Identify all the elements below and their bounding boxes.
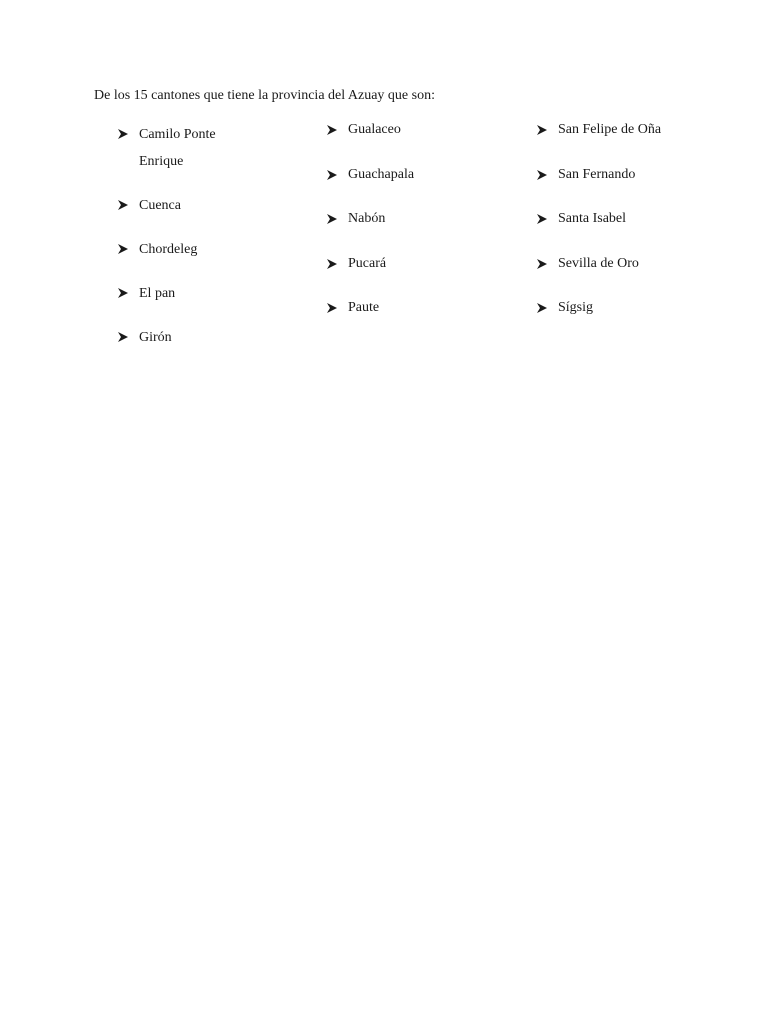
arrowhead-bullet-icon [536, 169, 548, 181]
canton-name: Girón [139, 330, 172, 345]
list-item [117, 324, 297, 351]
canton-name: Guachapala [348, 166, 415, 182]
arrowhead-bullet-icon [326, 124, 338, 136]
list-item [536, 255, 736, 273]
intro-text: De los 15 cantones que tiene la provincia del Azuay que son: [94, 88, 435, 103]
list-item [117, 280, 297, 307]
arrowhead-bullet-icon [117, 128, 129, 140]
canton-name: Paute [348, 300, 380, 315]
arrowhead-bullet-icon [117, 199, 129, 211]
canton-name: Chordeleg [139, 242, 198, 257]
list-item [326, 255, 506, 273]
canton-name: San Felipe de Oña [558, 122, 662, 137]
canton-name: El pan [139, 286, 176, 301]
list-item [326, 210, 506, 228]
arrowhead-bullet-icon [536, 124, 548, 136]
list-item [117, 236, 297, 263]
canton-name: Pucará [348, 255, 387, 271]
canton-name: Sígsig [558, 300, 594, 315]
list-item [536, 121, 736, 139]
canton-name: San Fernando [558, 166, 636, 182]
arrowhead-bullet-icon [117, 243, 129, 255]
canton-name: Camilo Ponte Enrique [139, 127, 216, 169]
list-item [326, 299, 506, 317]
arrowhead-bullet-icon [326, 302, 338, 314]
arrowhead-bullet-icon [326, 258, 338, 270]
canton-name: Sevilla de Oro [558, 255, 639, 271]
arrowhead-bullet-icon [536, 258, 548, 270]
list-item [326, 121, 506, 139]
arrowhead-bullet-icon [117, 287, 129, 299]
arrowhead-bullet-icon [326, 169, 338, 181]
list-item [326, 166, 506, 184]
canton-list-column-2 [326, 121, 506, 344]
list-item [536, 166, 736, 184]
list-item [117, 192, 297, 219]
canton-list-column-1 [117, 121, 297, 368]
canton-name: Gualaceo [348, 122, 401, 137]
list-item [536, 210, 736, 228]
canton-name: Cuenca [139, 198, 181, 213]
list-item [117, 121, 247, 175]
arrowhead-bullet-icon [536, 302, 548, 314]
arrowhead-bullet-icon [536, 213, 548, 225]
canton-name: Nabón [348, 211, 386, 226]
arrowhead-bullet-icon [326, 213, 338, 225]
canton-name: Santa Isabel [558, 211, 627, 226]
list-item [536, 299, 736, 317]
canton-list-column-3 [536, 121, 736, 344]
arrowhead-bullet-icon [117, 331, 129, 343]
